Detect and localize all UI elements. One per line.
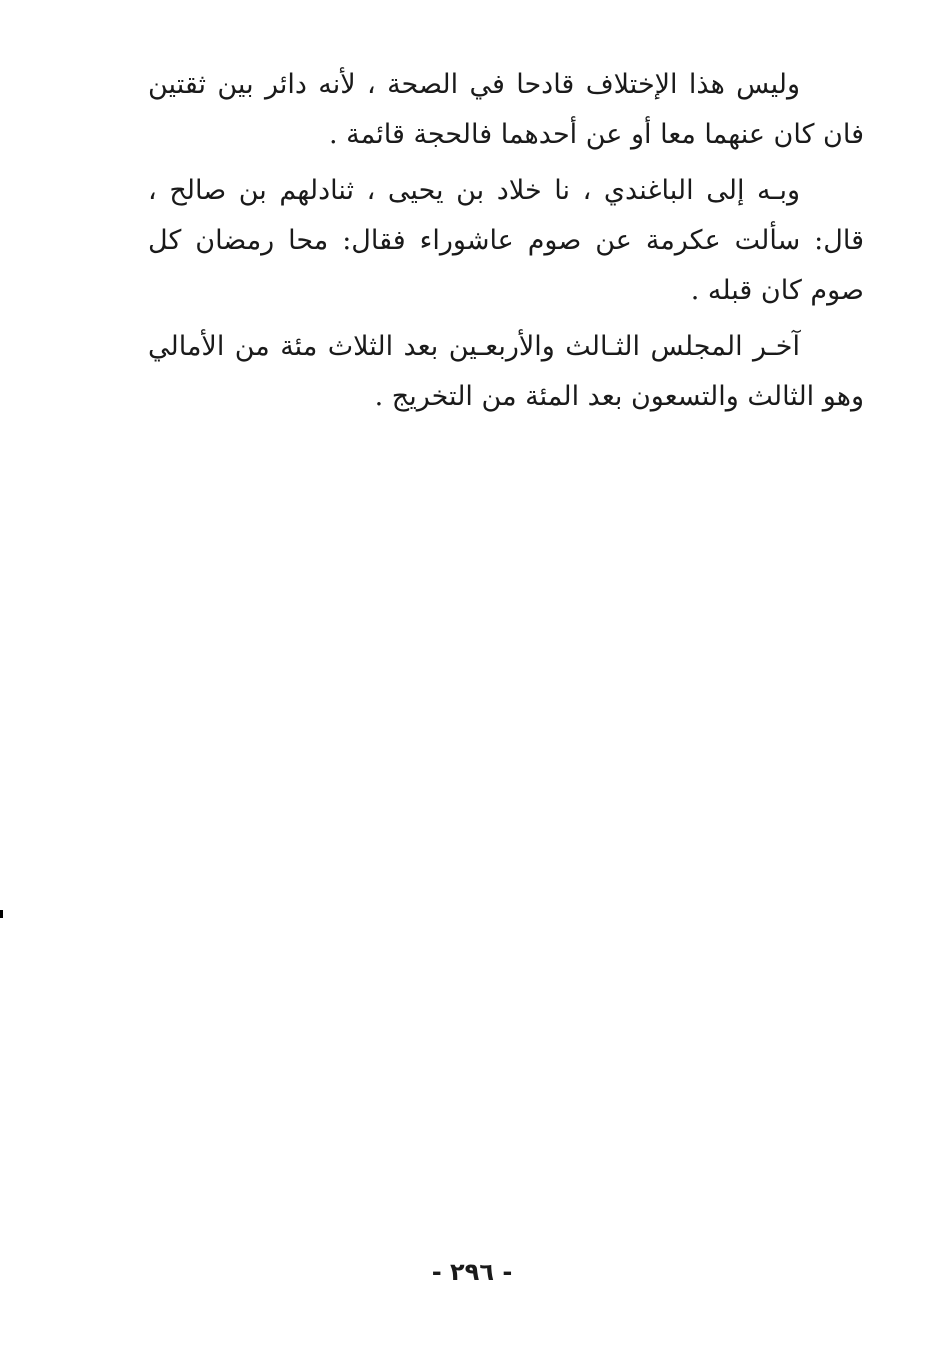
scan-artifact-mark — [0, 910, 3, 918]
page-number: - ٢٩٦ - — [431, 1258, 513, 1286]
body-text — [148, 60, 864, 428]
paragraph-3: آخـر المجلس الثـالث والأربعـين بعد الثلاث مئة من الأمالي وهو الثالث والتسعون بعد المئة من التخريج . — [148, 331, 864, 412]
paragraph-1: وليس هذا الإختلاف قادحا في الصحة ، لأنه دائر بين ثقتين فان كان عنهما معا أو عن أحدهما فالحجة قائمة . — [148, 69, 864, 150]
paragraph-2: وبـه إلى الباغندي ، نا خلاد بن يحيى ، ثنادلهم بن صالح ، قال: سألت عكرمة عن صوم عاشوراء فقال: محا رمضان كل صوم كان قبله . — [148, 175, 864, 306]
